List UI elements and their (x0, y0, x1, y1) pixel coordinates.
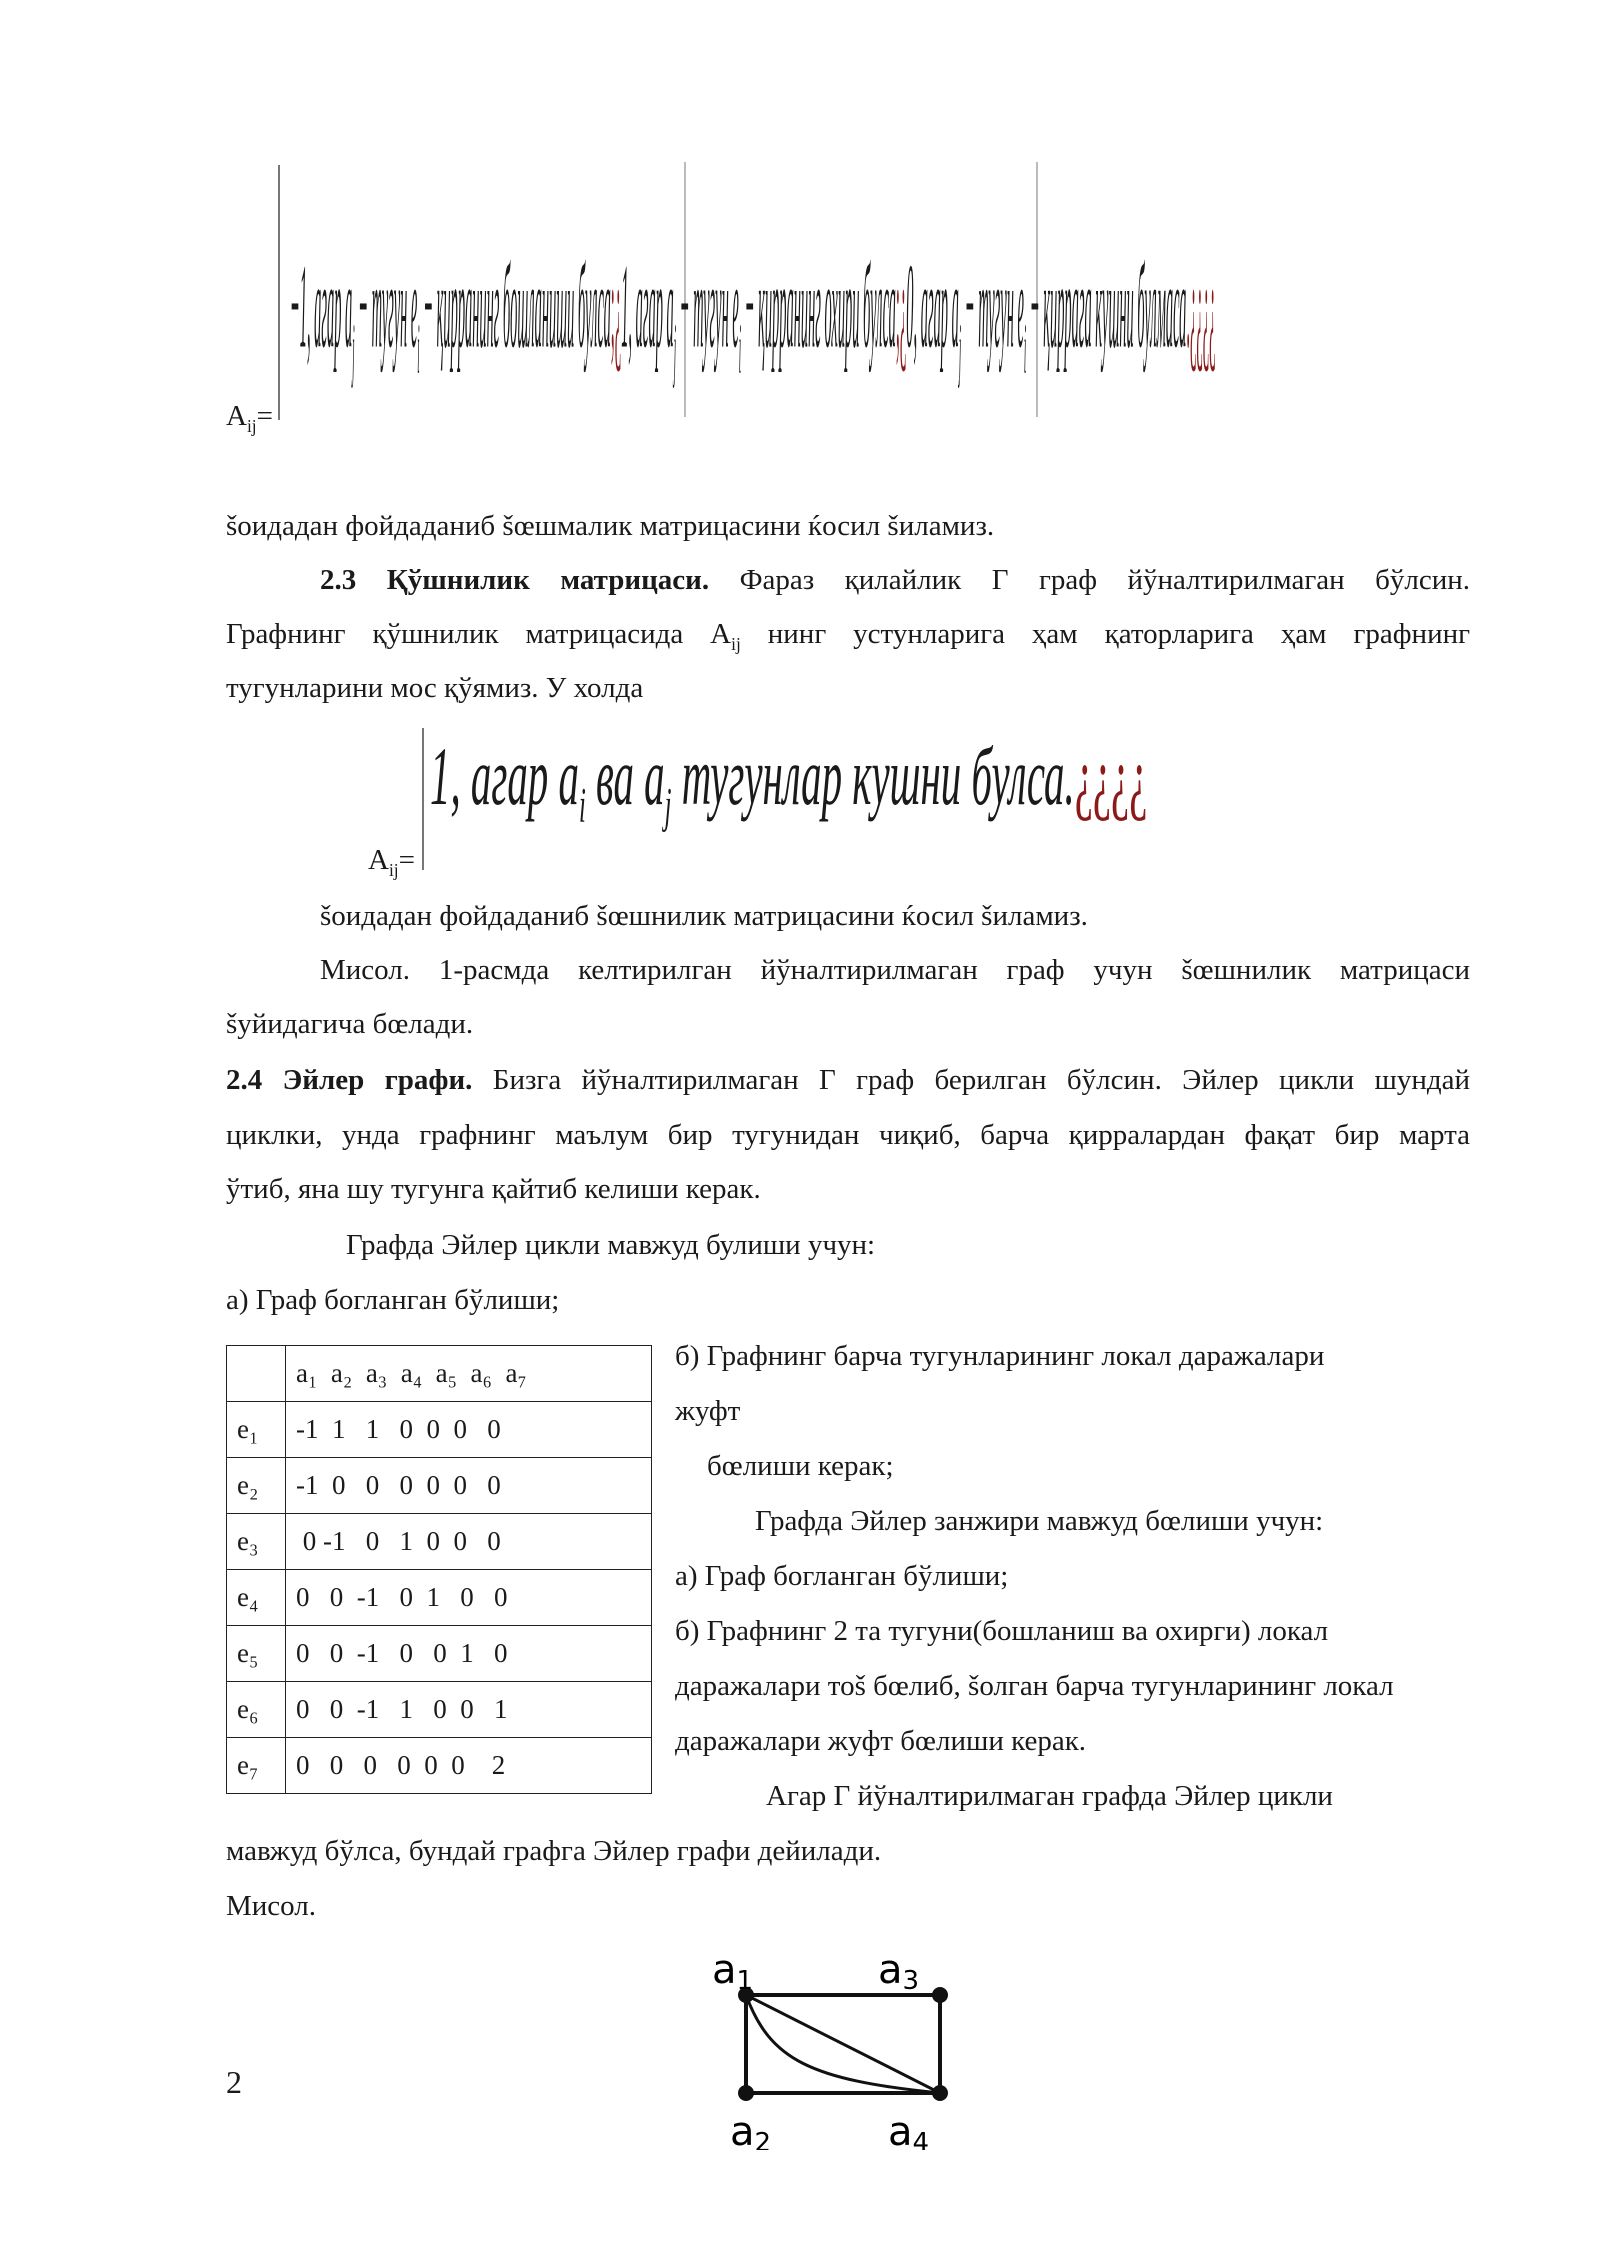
label-a3: a3 (878, 1947, 920, 1996)
para2: šоидадан фойдаданиб šœшнилик матрицасини ќосил šиламиз. (320, 900, 1088, 932)
sec24-line2: циклки, унда графнинг маълум бир тугунидан чиқиб, барча қирралардан фақат бир марта (226, 1119, 1470, 1151)
right-b1: б) Графнинг барча тугунларининг локал даражалари (675, 1340, 1325, 1372)
row-label: e₃ (227, 1514, 286, 1570)
para1: šоидадан фойдаданиб šœшмалик матрицасини ќосил šиламиз. (226, 510, 995, 542)
table-row (227, 1738, 652, 1794)
example1-line1: Мисол. 1-расмда келтирилган йўналтирилмаган граф учун šœшнилик матрицаси (320, 954, 1470, 986)
right-cb1: б) Графнинг 2 та тугуни(бошланиш ва охирги) локал (675, 1615, 1329, 1647)
euler-graph-svg (700, 1940, 980, 2150)
table-row (227, 1682, 652, 1738)
sec23-line3: тугунларини мос қўямиз. У холда (226, 672, 644, 704)
right-cb2: даражалари тоš бœлиб, šолган барча тугунларининг локал (675, 1670, 1394, 1702)
label-a2: a2 (730, 2109, 772, 2150)
table-row (227, 1514, 652, 1570)
formula1-case-3: 0, агар $a_j$ − тугун $e_i$ − қиррага кушни булмаса.¿¿¿¿ (906, 238, 1216, 390)
formula1-brace (278, 165, 280, 420)
incidence-matrix (226, 1345, 652, 1794)
table-row (227, 1626, 652, 1682)
sec23-title: 2.3 Қўшнилик матрицаси. (320, 564, 710, 596)
row-label: e₄ (227, 1570, 286, 1626)
right-cb3: даражалари жуфт бœлиши керак. (675, 1725, 1087, 1757)
matrix-header-row (227, 1346, 652, 1402)
row-label: e₁ (227, 1402, 286, 1458)
label-a4: a4 (888, 2109, 930, 2150)
node-a3 (932, 1987, 948, 2003)
formula2-lhs: $A_{ij}=$ (368, 844, 415, 880)
row-label: e₂ (227, 1458, 286, 1514)
table-row (227, 1570, 652, 1626)
row-label: e₇ (227, 1738, 286, 1794)
sec23-line1: 2.3 Қўшнилик матрицаси. Фараз қилайлик Г граф йўналтирилмаган бўлсин. (320, 564, 1470, 596)
label-a1: a1 (712, 1947, 754, 1996)
sec23-line2: Графнинг қўшнилик матрицасида $A_{ij}$ нинг устунларига ҳам қаторларига ҳам графнинг (226, 618, 1470, 654)
matrix-corner-cell (227, 1346, 286, 1402)
euler-def2: мавжуд бўлса, бундай графга Эйлер графи дейилади. (226, 1835, 882, 1867)
formula1-case-2: 1, агар $a_j$ − тугун $e_i$ − қирранинг охири булса;¿ (621, 238, 907, 390)
sec24-title: 2.4 Эйлер графи. (226, 1064, 473, 1096)
table-row (227, 1458, 652, 1514)
row-label: e₅ (227, 1626, 286, 1682)
node-a2 (738, 2085, 754, 2101)
formula2-case: 1, агар $a_i$ ва $a_j$ тугунлар кушни булса.¿¿¿¿ (430, 731, 1148, 833)
right-ca: а) Граф богланган бўлиши; (675, 1560, 1009, 1592)
euler-def1: Агар Г йўналтирилмаган графда Эйлер цикли (766, 1780, 1333, 1812)
row-values: -1 0 0 0 0 0 0 (286, 1458, 652, 1514)
formula1-case-1: −1, агар $a_j$ − тугун $e_i$ − қирранинг бошланиши булса;¿ (290, 238, 622, 390)
right-b2: жуфт (675, 1395, 741, 1427)
row-values: 0 0 -1 1 0 0 1 (286, 1682, 652, 1738)
sec24-line1: 2.4 Эйлер графи. Бизга йўналтирилмаган Г граф берилган бўлсин. Эйлер цикли шундай (226, 1064, 1470, 1096)
right-b3: бœлиши керак; (707, 1450, 894, 1482)
example2: Мисол. (226, 1890, 317, 1922)
row-values: 0 -1 0 1 0 0 0 (286, 1514, 652, 1570)
example1-line2: šуйидагича бœлади. (226, 1008, 474, 1040)
row-values: 0 0 0 0 0 0 2 (286, 1738, 652, 1794)
cond-intro: Графда Эйлер цикли мавжуд булиши учун: (346, 1229, 876, 1261)
formula1-stretched-line (290, 190, 1216, 420)
row-values: 0 0 -1 0 0 1 0 (286, 1626, 652, 1682)
sec24-line3: ўтиб, яна шу тугунга қайтиб келиши керак. (226, 1173, 761, 1205)
formula1-lhs: $A_{ij}=$ (226, 400, 273, 436)
matrix-header-cell: a₁ a₂ a₃ a₄ a₅ a₆ a₇ (286, 1346, 652, 1402)
node-a4 (932, 2085, 948, 2101)
cond-a: а) Граф богланган бўлиши; (226, 1284, 560, 1316)
table-row (227, 1402, 652, 1458)
formula2-brace (422, 728, 424, 870)
page-number: 2 (226, 2064, 242, 2100)
formula1-cases (290, 160, 1420, 420)
right-chain-intro: Графда Эйлер занжири мавжуд бœлиши учун: (755, 1505, 1324, 1537)
row-values: -1 1 1 0 0 0 0 (286, 1402, 652, 1458)
row-values: 0 0 -1 0 1 0 0 (286, 1570, 652, 1626)
euler-graph (700, 1940, 980, 2150)
row-label: e₆ (227, 1682, 286, 1738)
